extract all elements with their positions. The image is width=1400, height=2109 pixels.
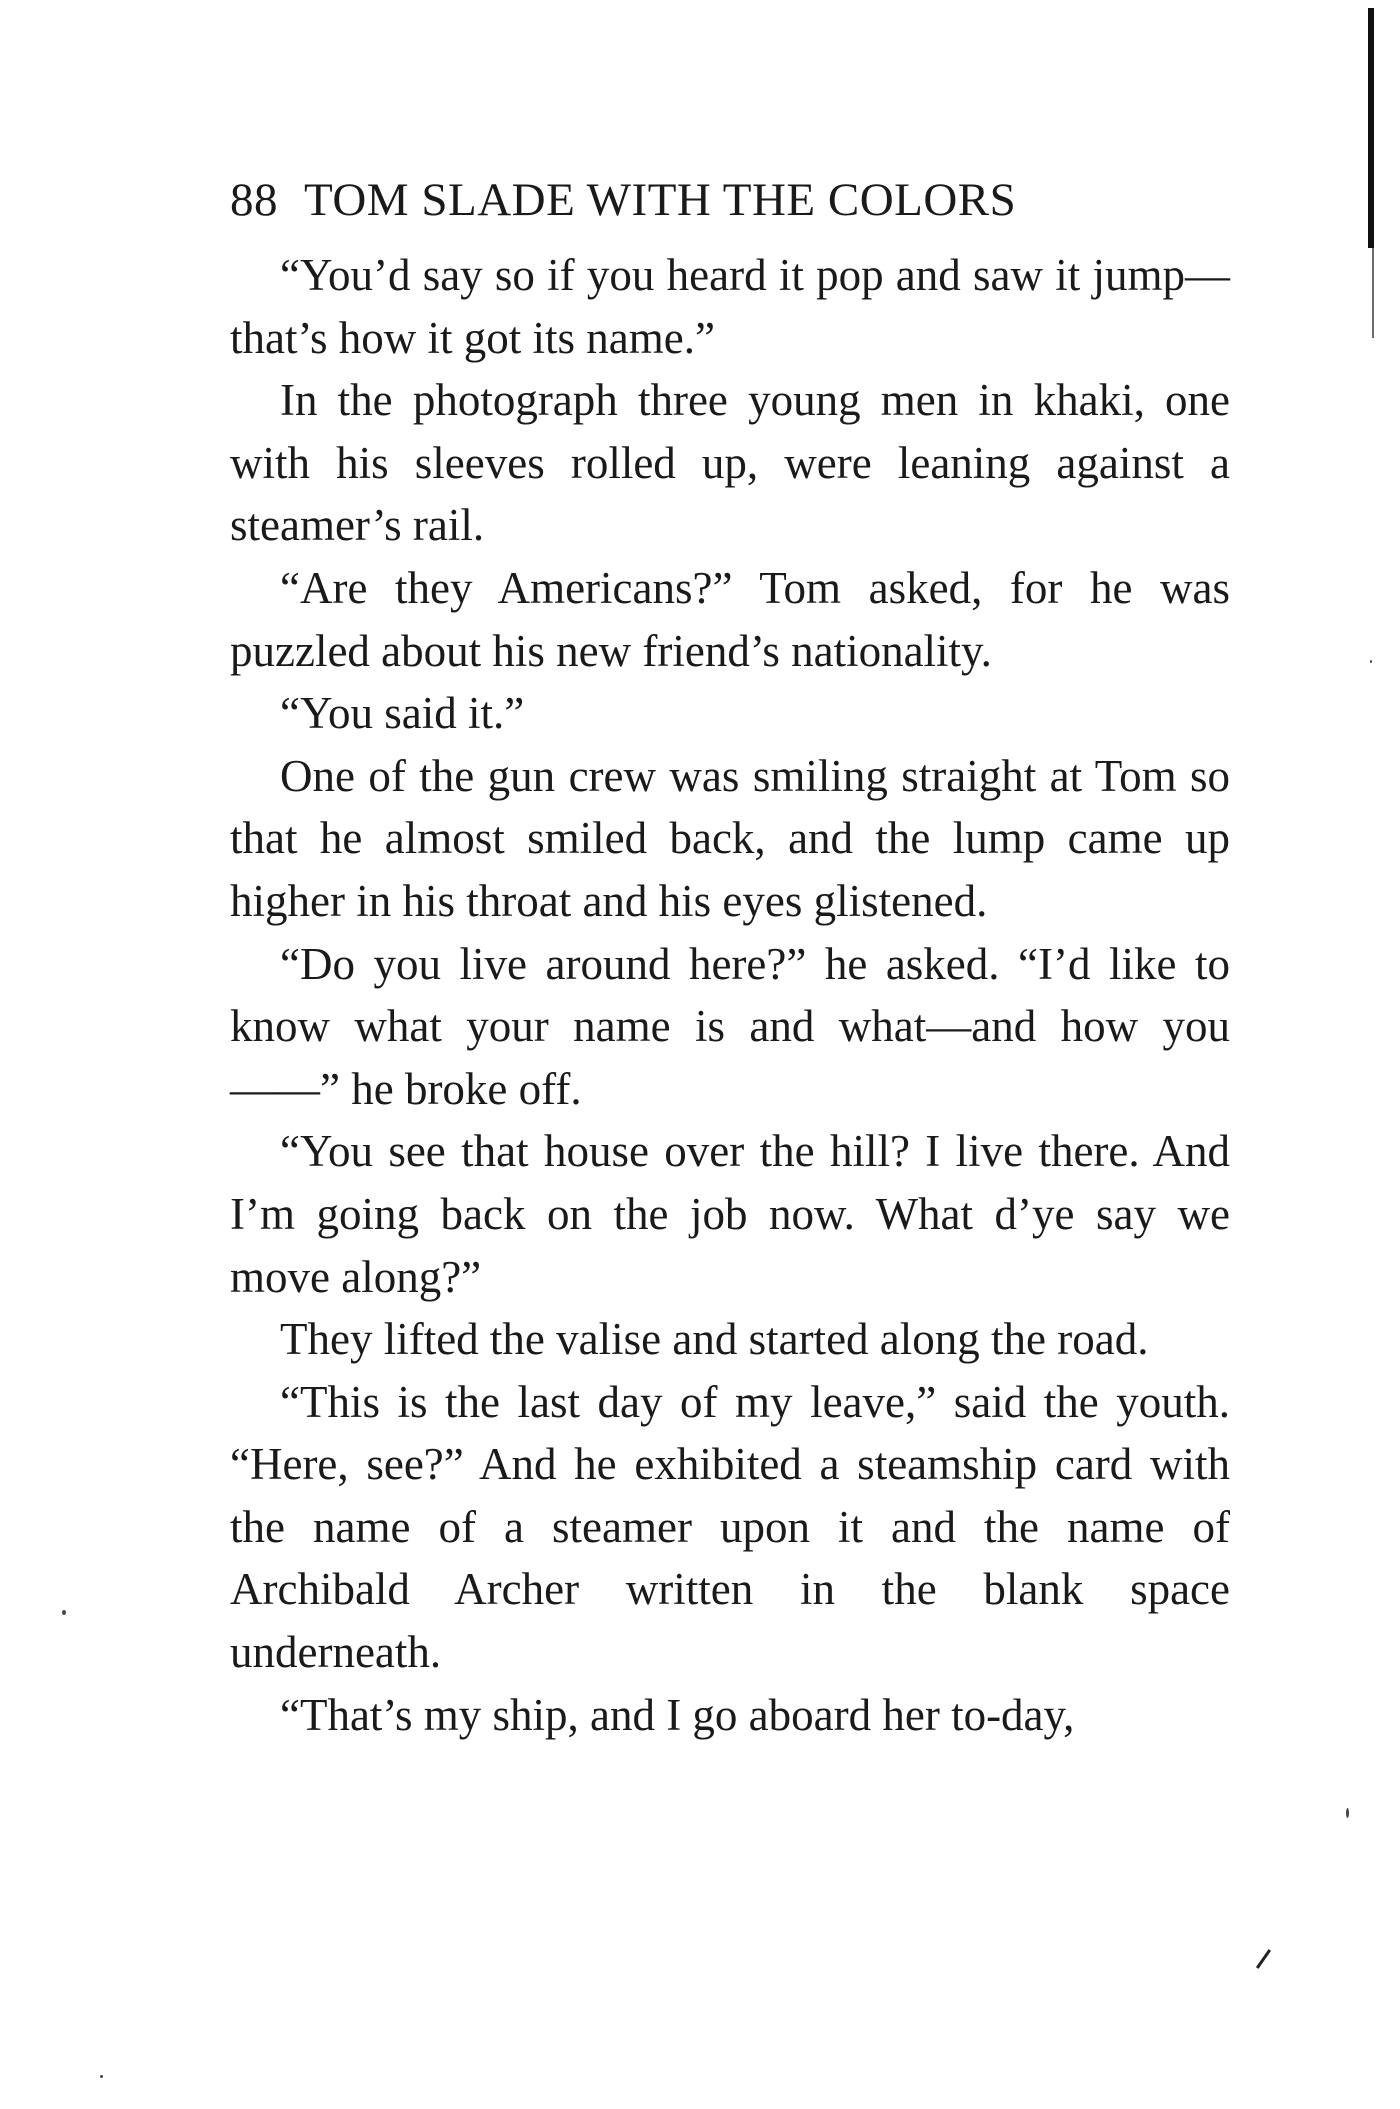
print-mark: [1256, 1949, 1271, 1969]
body-text: [230, 244, 1230, 1746]
paragraph: “Are they Americans?” Tom asked, for he was puzzled about his new friend’s nationality.: [230, 562, 1230, 676]
paragraph: “That’s my ship, and I go aboard her to-day,: [280, 1689, 1075, 1740]
print-speck: [100, 2075, 103, 2078]
print-speck: [62, 1610, 66, 1615]
running-head: [230, 168, 1230, 232]
paragraph: “You see that house over the hill? I live there. And I’m going back on the job now. What d’ye say we move along?”: [230, 1126, 1230, 1302]
paragraph: One of the gun crew was smiling straight at Tom so that he almost smiled back, and the lump came up higher in his throat and his eyes glistened.: [230, 750, 1230, 926]
print-speck: [1370, 660, 1372, 663]
book-title: TOM SLADE WITH THE COLORS: [304, 174, 1017, 226]
paragraph: They lifted the valise and started along the road.: [280, 1314, 1149, 1365]
page-edge-rule-thin: [1372, 248, 1374, 338]
page-number: 88: [230, 174, 278, 226]
paragraph: “Do you live around here?” he asked. “I’d like to know what your name is and what—and how you——” he broke off.: [230, 938, 1230, 1114]
print-speck: [1346, 1808, 1349, 1818]
paragraph: In the photograph three young men in khaki, one with his sleeves rolled up, were leaning against a steamer’s rail.: [230, 375, 1230, 551]
paragraph: “You said it.”: [280, 688, 525, 739]
paragraph: “You’d say so if you heard it pop and saw it jump—that’s how it got its name.”: [230, 250, 1230, 363]
paragraph: “This is the last day of my leave,” said the youth. “Here, see?” And he exhibited a steamship card with the name of a steamer upon it and the name of Archibald Archer written in the blank space underneath.: [230, 1376, 1230, 1678]
page-edge-rule: [1368, 8, 1374, 248]
